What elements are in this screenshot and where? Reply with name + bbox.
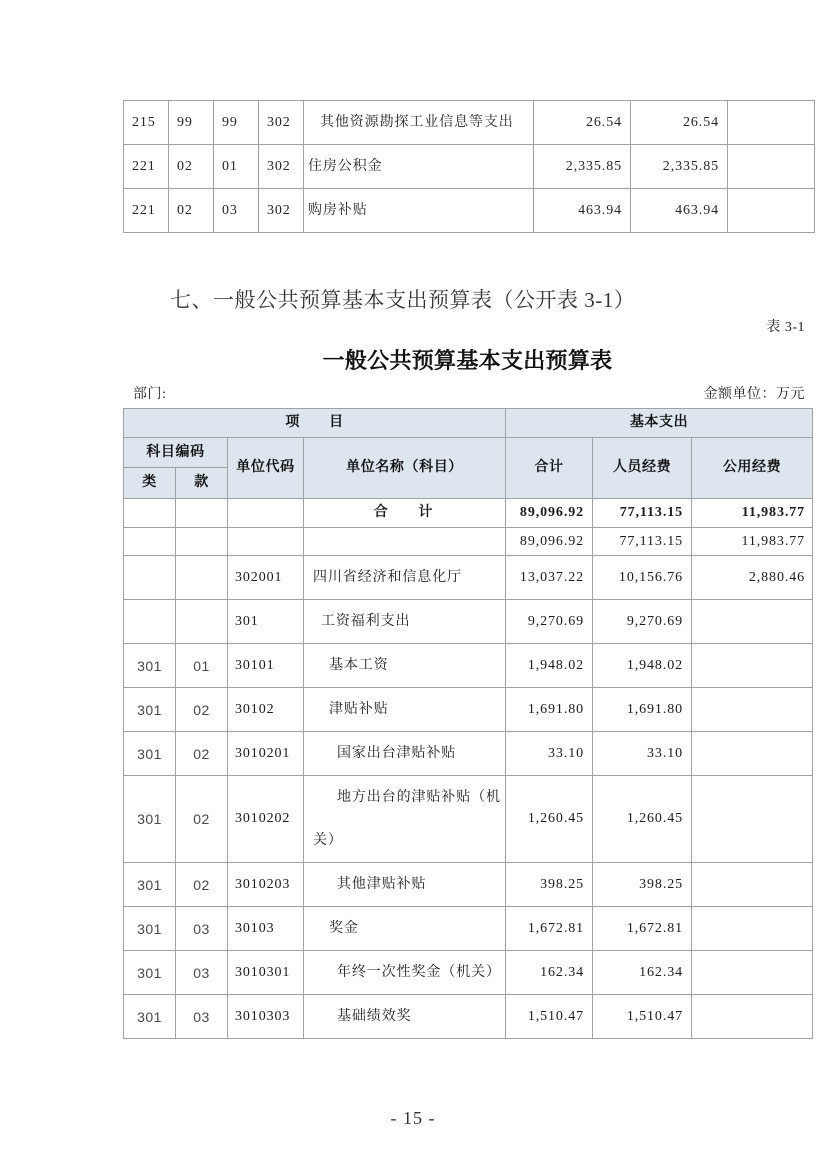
cell-kuan [176, 600, 228, 644]
table-row [124, 189, 815, 233]
table-number: 表 3-1 [766, 320, 805, 335]
cell-personnel: 1,948.02 [593, 644, 692, 688]
cell-personnel: 77,113.15 [593, 499, 692, 528]
cell-empty [728, 101, 815, 145]
header-public: 公用经费 [692, 438, 813, 499]
header-lei: 类 [124, 468, 176, 499]
cell-lei [124, 600, 176, 644]
cell-total: 89,096.92 [506, 528, 593, 556]
cell-func-item: 99 [169, 101, 214, 145]
table-row [124, 101, 815, 145]
cell-econ-code: 302 [259, 145, 304, 189]
cell-subject-name: 购房补贴 [304, 189, 534, 233]
cell-lei [124, 556, 176, 600]
cell-public [692, 776, 813, 863]
cell-unit-name: 年终一次性奖金（机关） [304, 951, 506, 995]
cell-personnel: 1,691.80 [593, 688, 692, 732]
cell-kuan: 03 [176, 907, 228, 951]
cell-unit-code: 30101 [228, 644, 304, 688]
cell-kuan: 02 [176, 863, 228, 907]
department-label: 部门: [133, 387, 167, 402]
cell-lei: 301 [124, 688, 176, 732]
cell-unit-code: 30102 [228, 688, 304, 732]
cell-unit-name: 国家出台津贴补贴 [304, 732, 506, 776]
cell-empty [728, 189, 815, 233]
table-row [124, 528, 813, 556]
page-number: - 15 - [390, 1108, 436, 1128]
cell-public: 2,880.46 [692, 556, 813, 600]
cell-total: 1,510.47 [506, 995, 593, 1039]
cell-kuan: 02 [176, 688, 228, 732]
cell-personnel: 398.25 [593, 863, 692, 907]
cell-personnel: 1,672.81 [593, 907, 692, 951]
cell-total: 9,270.69 [506, 600, 593, 644]
cell-total: 463.94 [534, 189, 631, 233]
table-row [124, 644, 813, 688]
basic-expenditure-table [123, 408, 813, 1039]
cell-unit-code: 302001 [228, 556, 304, 600]
cell-subject-name: 其他资源勘探工业信息等支出 [304, 101, 534, 145]
total-row [124, 499, 813, 528]
cell-unit-name: 工资福利支出 [304, 600, 506, 644]
cell-lei: 301 [124, 732, 176, 776]
header-kuan: 款 [176, 468, 228, 499]
table-row [124, 600, 813, 644]
cell-unit-code: 3010301 [228, 951, 304, 995]
header-row [124, 409, 813, 438]
cell-total: 398.25 [506, 863, 593, 907]
header-basic-expense: 基本支出 [506, 409, 813, 438]
cell-unit-name: 合 计 [304, 499, 506, 528]
table-row [124, 145, 815, 189]
cell-lei: 301 [124, 907, 176, 951]
cell-total: 13,037.22 [506, 556, 593, 600]
cell-basic: 2,335.85 [631, 145, 728, 189]
cell-unit-code: 30103 [228, 907, 304, 951]
table-row [124, 995, 813, 1039]
header-total: 合计 [506, 438, 593, 499]
header-subject-code: 科目编码 [124, 438, 228, 468]
cell-lei: 301 [124, 863, 176, 907]
table-row [124, 688, 813, 732]
cell-personnel: 9,270.69 [593, 600, 692, 644]
cell-unit-name: 四川省经济和信息化厅 [304, 556, 506, 600]
cell-total: 33.10 [506, 732, 593, 776]
cell-func-class: 221 [124, 189, 169, 233]
cell-kuan: 03 [176, 951, 228, 995]
table-row [124, 951, 813, 995]
cell-func-item: 02 [169, 189, 214, 233]
cell-total: 89,096.92 [506, 499, 593, 528]
cell-func-class: 215 [124, 101, 169, 145]
cell-personnel: 77,113.15 [593, 528, 692, 556]
cell-basic: 463.94 [631, 189, 728, 233]
cell-unit-code [228, 499, 304, 528]
cell-func-subitem: 99 [214, 101, 259, 145]
cell-personnel: 1,510.47 [593, 995, 692, 1039]
cell-total: 26.54 [534, 101, 631, 145]
cell-unit-name: 基本工资 [304, 644, 506, 688]
cell-unit-name: 津贴补贴 [304, 688, 506, 732]
cell-lei [124, 528, 176, 556]
cell-personnel: 33.10 [593, 732, 692, 776]
header-unit-code: 单位代码 [228, 438, 304, 499]
table-title: 一般公共预算基本支出预算表 [322, 348, 613, 373]
cell-public [692, 907, 813, 951]
cell-func-item: 02 [169, 145, 214, 189]
cell-unit-name: 地方出台的津贴补贴（机关） [304, 776, 506, 863]
header-row [124, 438, 813, 468]
table-row [124, 907, 813, 951]
cell-public: 11,983.77 [692, 528, 813, 556]
section-heading: 七、一般公共预算基本支出预算表（公开表 3-1） [170, 288, 636, 312]
cell-public [692, 951, 813, 995]
cell-unit-code [228, 528, 304, 556]
cell-public: 11,983.77 [692, 499, 813, 528]
cell-public [692, 863, 813, 907]
cell-lei: 301 [124, 644, 176, 688]
cell-total: 1,691.80 [506, 688, 593, 732]
amount-unit-label: 金额单位：万元 [703, 387, 805, 402]
cell-public [692, 732, 813, 776]
cell-total: 1,260.45 [506, 776, 593, 863]
cell-econ-code: 302 [259, 189, 304, 233]
cell-kuan [176, 528, 228, 556]
cell-subject-name: 住房公积金 [304, 145, 534, 189]
cell-lei: 301 [124, 951, 176, 995]
cell-unit-name: 其他津贴补贴 [304, 863, 506, 907]
header-personnel: 人员经费 [593, 438, 692, 499]
cell-kuan: 03 [176, 995, 228, 1039]
cell-total: 1,672.81 [506, 907, 593, 951]
cell-unit-code: 3010201 [228, 732, 304, 776]
cell-kuan: 02 [176, 776, 228, 863]
cell-total: 162.34 [506, 951, 593, 995]
cell-total: 1,948.02 [506, 644, 593, 688]
cell-kuan [176, 556, 228, 600]
cell-unit-code: 3010203 [228, 863, 304, 907]
table-row [124, 863, 813, 907]
cell-personnel: 162.34 [593, 951, 692, 995]
cell-public [692, 995, 813, 1039]
cell-unit-code: 301 [228, 600, 304, 644]
table-row [124, 732, 813, 776]
cell-personnel: 10,156.76 [593, 556, 692, 600]
cell-unit-code: 3010303 [228, 995, 304, 1039]
cell-lei [124, 499, 176, 528]
cell-func-class: 221 [124, 145, 169, 189]
cell-func-subitem: 01 [214, 145, 259, 189]
cell-unit-name: 基础绩效奖 [304, 995, 506, 1039]
cell-basic: 26.54 [631, 101, 728, 145]
cell-func-subitem: 03 [214, 189, 259, 233]
cell-econ-code: 302 [259, 101, 304, 145]
cell-kuan: 02 [176, 732, 228, 776]
cell-unit-code: 3010202 [228, 776, 304, 863]
cell-kuan [176, 499, 228, 528]
cell-public [692, 644, 813, 688]
cell-public [692, 688, 813, 732]
cell-unit-name: 奖金 [304, 907, 506, 951]
cell-lei: 301 [124, 776, 176, 863]
cell-public [692, 600, 813, 644]
cell-unit-name [304, 528, 506, 556]
cell-lei: 301 [124, 995, 176, 1039]
header-unit-name: 单位名称（科目） [304, 438, 506, 499]
cell-total: 2,335.85 [534, 145, 631, 189]
cell-personnel: 1,260.45 [593, 776, 692, 863]
cell-empty [728, 145, 815, 189]
table-row [124, 556, 813, 600]
cell-kuan: 01 [176, 644, 228, 688]
header-project: 项 目 [124, 409, 506, 438]
table-row [124, 776, 813, 863]
continuation-table [123, 100, 815, 233]
